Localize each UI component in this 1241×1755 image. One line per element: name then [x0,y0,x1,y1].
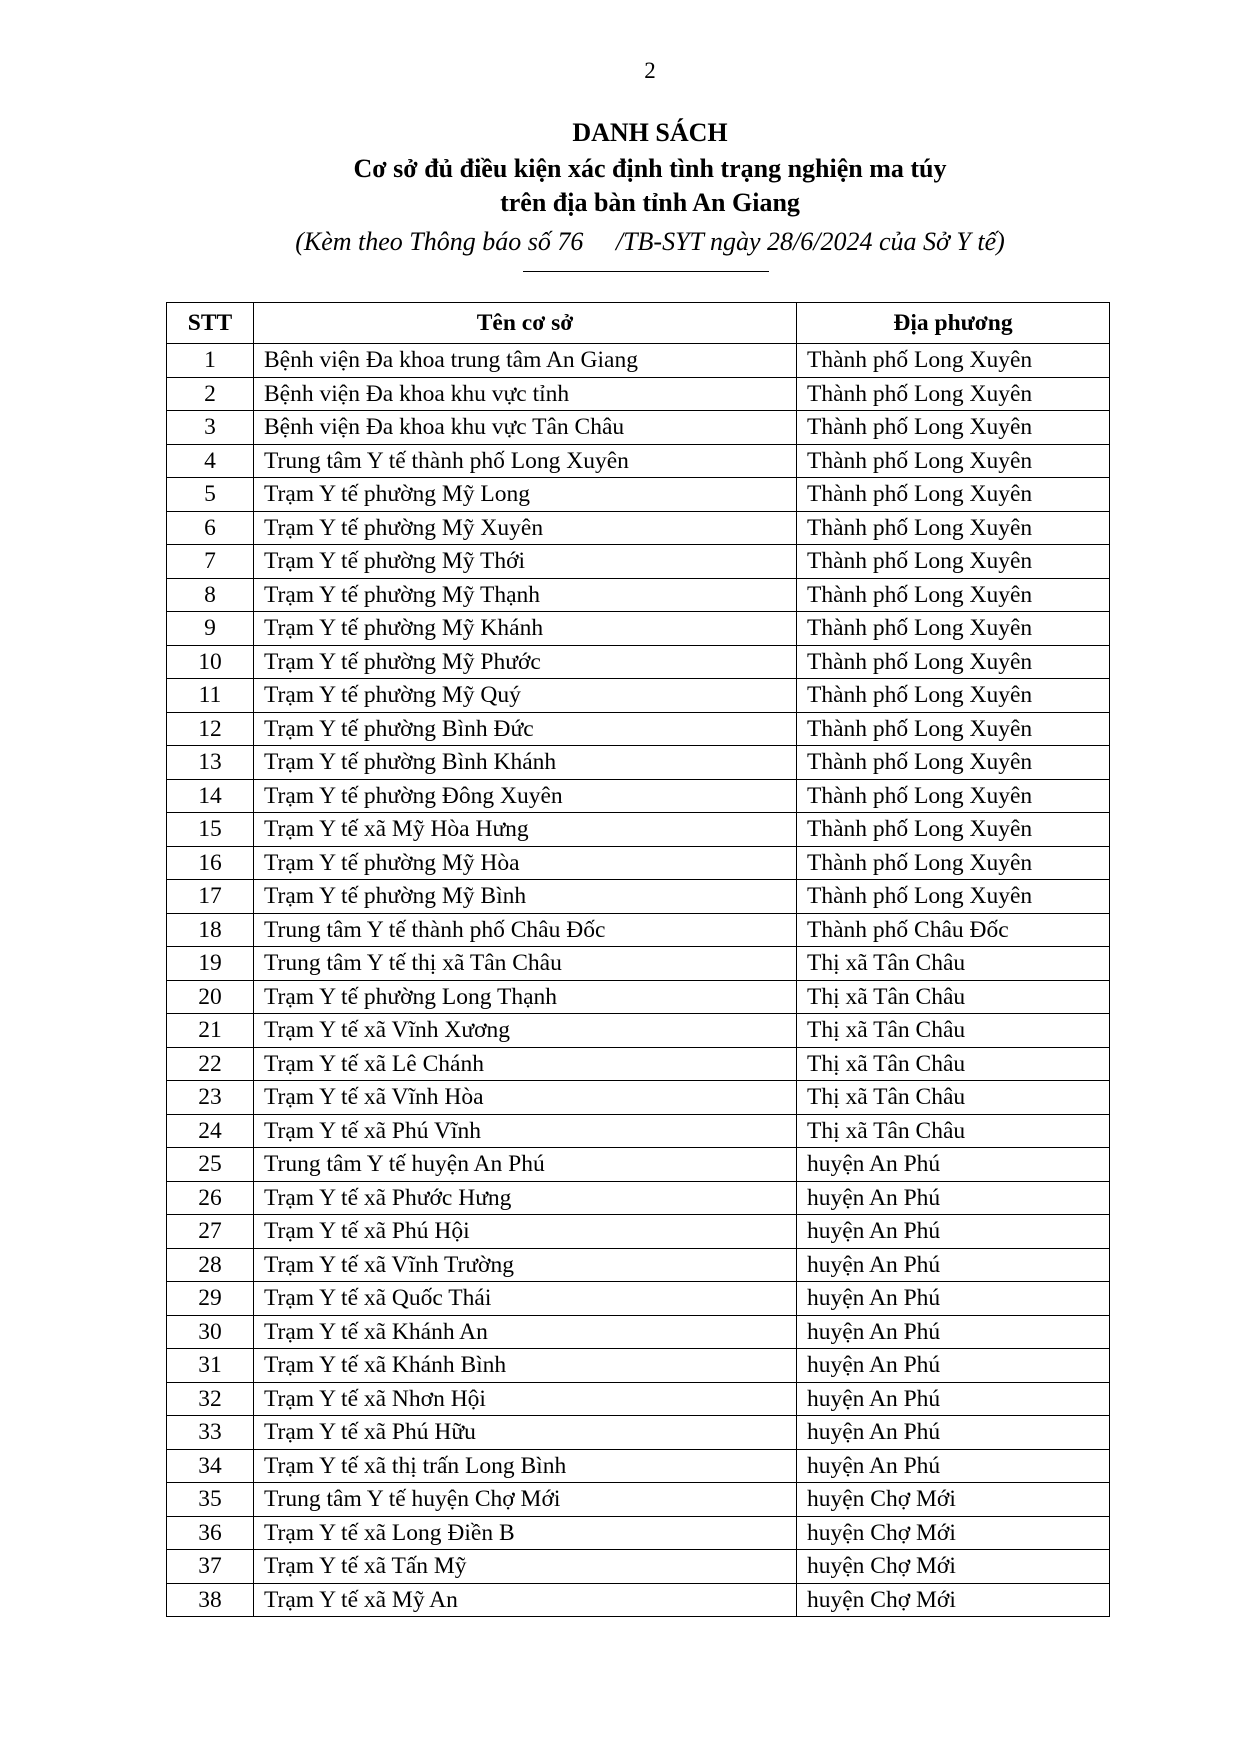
table-row [167,1550,1110,1584]
cell-facility-name: Trạm Y tế phường Long Thạnh [254,980,797,1014]
cell-facility-name: Trạm Y tế xã Long Điền B [254,1516,797,1550]
cell-stt: 13 [167,746,254,780]
cell-facility-name: Trạm Y tế phường Mỹ Long [254,478,797,512]
cell-locality: Thị xã Tân Châu [797,1047,1110,1081]
cell-locality: Thành phố Long Xuyên [797,545,1110,579]
cell-stt: 26 [167,1181,254,1215]
cell-facility-name: Trạm Y tế xã Quốc Thái [254,1282,797,1316]
cell-stt: 16 [167,846,254,880]
cell-locality: Thành phố Long Xuyên [797,377,1110,411]
cell-stt: 5 [167,478,254,512]
table-row [167,779,1110,813]
cell-locality: Thành phố Long Xuyên [797,612,1110,646]
cell-stt: 8 [167,578,254,612]
table-row [167,1014,1110,1048]
cell-stt: 4 [167,444,254,478]
cell-locality: huyện An Phú [797,1315,1110,1349]
table-row [167,1349,1110,1383]
cell-facility-name: Trạm Y tế phường Mỹ Xuyên [254,511,797,545]
cell-facility-name: Trạm Y tế xã Phú Vĩnh [254,1114,797,1148]
table-row [167,1483,1110,1517]
cell-facility-name: Trung tâm Y tế thành phố Châu Đốc [254,913,797,947]
table-row [167,1248,1110,1282]
cell-stt: 38 [167,1583,254,1617]
table-row [167,947,1110,981]
table-row [167,712,1110,746]
cell-stt: 23 [167,1081,254,1115]
cell-stt: 25 [167,1148,254,1182]
cell-stt: 10 [167,645,254,679]
table-body [167,344,1110,1617]
table-row [167,444,1110,478]
cell-facility-name: Trạm Y tế phường Mỹ Thới [254,545,797,579]
cell-locality: Thành phố Long Xuyên [797,679,1110,713]
cell-stt: 2 [167,377,254,411]
table-row [167,578,1110,612]
cell-facility-name: Trạm Y tế xã Phú Hội [254,1215,797,1249]
cell-stt: 14 [167,779,254,813]
column-header-stt: STT [167,303,254,344]
cell-locality: Thành phố Long Xuyên [797,880,1110,914]
cell-facility-name: Trạm Y tế xã Nhơn Hội [254,1382,797,1416]
cell-locality: huyện An Phú [797,1215,1110,1249]
cell-locality: huyện An Phú [797,1416,1110,1450]
cell-stt: 7 [167,545,254,579]
cell-stt: 24 [167,1114,254,1148]
cell-stt: 18 [167,913,254,947]
cell-stt: 35 [167,1483,254,1517]
table-row [167,645,1110,679]
cell-locality: Thành phố Long Xuyên [797,813,1110,847]
cell-stt: 22 [167,1047,254,1081]
cell-stt: 15 [167,813,254,847]
cell-locality: Thành phố Long Xuyên [797,511,1110,545]
cell-locality: huyện An Phú [797,1248,1110,1282]
cell-locality: huyện Chợ Mới [797,1583,1110,1617]
cell-facility-name: Trạm Y tế phường Đông Xuyên [254,779,797,813]
table-row [167,1416,1110,1450]
cell-locality: huyện Chợ Mới [797,1516,1110,1550]
cell-stt: 37 [167,1550,254,1584]
cell-locality: Thành phố Long Xuyên [797,578,1110,612]
cell-stt: 27 [167,1215,254,1249]
table-row [167,478,1110,512]
cell-facility-name: Trạm Y tế phường Mỹ Phước [254,645,797,679]
cell-locality: Thành phố Long Xuyên [797,344,1110,378]
table-row [167,1315,1110,1349]
cell-stt: 6 [167,511,254,545]
cell-stt: 36 [167,1516,254,1550]
cell-facility-name: Trạm Y tế xã Vĩnh Xương [254,1014,797,1048]
cell-facility-name: Trạm Y tế xã Vĩnh Trường [254,1248,797,1282]
table-row [167,1382,1110,1416]
cell-facility-name: Trạm Y tế xã Vĩnh Hòa [254,1081,797,1115]
document-subtitle-line-1: Cơ sở đủ điều kiện xác định tình trạng nghiện ma túy [353,154,947,183]
cell-locality: huyện Chợ Mới [797,1550,1110,1584]
cell-facility-name: Trung tâm Y tế huyện An Phú [254,1148,797,1182]
cell-stt: 11 [167,679,254,713]
cell-locality: huyện An Phú [797,1148,1110,1182]
cell-stt: 29 [167,1282,254,1316]
cell-locality: Thành phố Long Xuyên [797,712,1110,746]
cell-locality: Thành phố Long Xuyên [797,779,1110,813]
cell-locality: Thành phố Long Xuyên [797,746,1110,780]
document-header [0,114,1241,262]
table-row [167,846,1110,880]
table-row [167,1583,1110,1617]
facility-table [166,302,1110,1617]
table-row [167,880,1110,914]
cell-stt: 1 [167,344,254,378]
cell-facility-name: Trạm Y tế xã Mỹ Hòa Hưng [254,813,797,847]
table-row [167,1181,1110,1215]
cell-stt: 30 [167,1315,254,1349]
cell-facility-name: Trạm Y tế phường Mỹ Bình [254,880,797,914]
document-title: DANH SÁCH [572,118,728,147]
cell-locality: Thành phố Long Xuyên [797,846,1110,880]
cell-locality: Thị xã Tân Châu [797,1114,1110,1148]
table-row [167,1516,1110,1550]
cell-stt: 33 [167,1416,254,1450]
cell-facility-name: Trạm Y tế xã Phú Hữu [254,1416,797,1450]
cell-stt: 3 [167,411,254,445]
cell-locality: Thành phố Long Xuyên [797,411,1110,445]
cell-facility-name: Trạm Y tế xã Tấn Mỹ [254,1550,797,1584]
cell-locality: Thành phố Long Xuyên [797,444,1110,478]
cell-stt: 34 [167,1449,254,1483]
table-row [167,980,1110,1014]
document-subtitle-line-2: trên địa bàn tỉnh An Giang [500,188,800,217]
cell-stt: 17 [167,880,254,914]
cell-facility-name: Bệnh viện Đa khoa khu vực tỉnh [254,377,797,411]
cell-locality: huyện An Phú [797,1382,1110,1416]
table-row [167,813,1110,847]
cell-facility-name: Bệnh viện Đa khoa khu vực Tân Châu [254,411,797,445]
cell-facility-name: Trạm Y tế phường Bình Khánh [254,746,797,780]
table-row [167,1148,1110,1182]
cell-facility-name: Trạm Y tế phường Mỹ Hòa [254,846,797,880]
cell-stt: 19 [167,947,254,981]
table-row [167,1047,1110,1081]
cell-facility-name: Trạm Y tế xã Khánh Bình [254,1349,797,1383]
cell-facility-name: Trạm Y tế phường Mỹ Quý [254,679,797,713]
cell-stt: 9 [167,612,254,646]
cell-facility-name: Trạm Y tế phường Mỹ Khánh [254,612,797,646]
cell-facility-name: Trạm Y tế phường Mỹ Thạnh [254,578,797,612]
cell-facility-name: Bệnh viện Đa khoa trung tâm An Giang [254,344,797,378]
cell-locality: huyện An Phú [797,1181,1110,1215]
table-row [167,913,1110,947]
table-row [167,511,1110,545]
table-row [167,1215,1110,1249]
cell-stt: 21 [167,1014,254,1048]
table-row [167,344,1110,378]
cell-facility-name: Trạm Y tế xã Mỹ An [254,1583,797,1617]
cell-locality: huyện Chợ Mới [797,1483,1110,1517]
cell-facility-name: Trạm Y tế xã Lê Chánh [254,1047,797,1081]
attachment-note: (Kèm theo Thông báo số 76 /TB-SYT ngày 28/6/2024 của Sở Y tế) [295,227,1005,256]
cell-locality: Thị xã Tân Châu [797,1081,1110,1115]
cell-stt: 12 [167,712,254,746]
column-header-locality: Địa phương [797,303,1110,344]
table-row [167,377,1110,411]
table-row [167,746,1110,780]
cell-facility-name: Trạm Y tế xã Khánh An [254,1315,797,1349]
table-row [167,545,1110,579]
page-number: 2 [644,58,656,83]
cell-stt: 32 [167,1382,254,1416]
table-header-row [167,303,1110,344]
cell-locality: huyện An Phú [797,1282,1110,1316]
cell-facility-name: Trung tâm Y tế thị xã Tân Châu [254,947,797,981]
cell-locality: Thị xã Tân Châu [797,980,1110,1014]
cell-stt: 28 [167,1248,254,1282]
table-row [167,1114,1110,1148]
table-row [167,679,1110,713]
cell-locality: Thành phố Châu Đốc [797,913,1110,947]
cell-facility-name: Trạm Y tế xã thị trấn Long Bình [254,1449,797,1483]
cell-locality: huyện An Phú [797,1349,1110,1383]
table-row [167,612,1110,646]
cell-facility-name: Trung tâm Y tế thành phố Long Xuyên [254,444,797,478]
signature-rule [523,271,769,272]
cell-facility-name: Trung tâm Y tế huyện Chợ Mới [254,1483,797,1517]
cell-locality: Thành phố Long Xuyên [797,645,1110,679]
column-header-facility-name: Tên cơ sở [254,303,797,344]
cell-locality: Thị xã Tân Châu [797,947,1110,981]
table-row [167,1081,1110,1115]
cell-stt: 20 [167,980,254,1014]
cell-facility-name: Trạm Y tế xã Phước Hưng [254,1181,797,1215]
cell-locality: huyện An Phú [797,1449,1110,1483]
table-row [167,411,1110,445]
table-row [167,1449,1110,1483]
cell-locality: Thị xã Tân Châu [797,1014,1110,1048]
cell-facility-name: Trạm Y tế phường Bình Đức [254,712,797,746]
table-row [167,1282,1110,1316]
cell-stt: 31 [167,1349,254,1383]
cell-locality: Thành phố Long Xuyên [797,478,1110,512]
